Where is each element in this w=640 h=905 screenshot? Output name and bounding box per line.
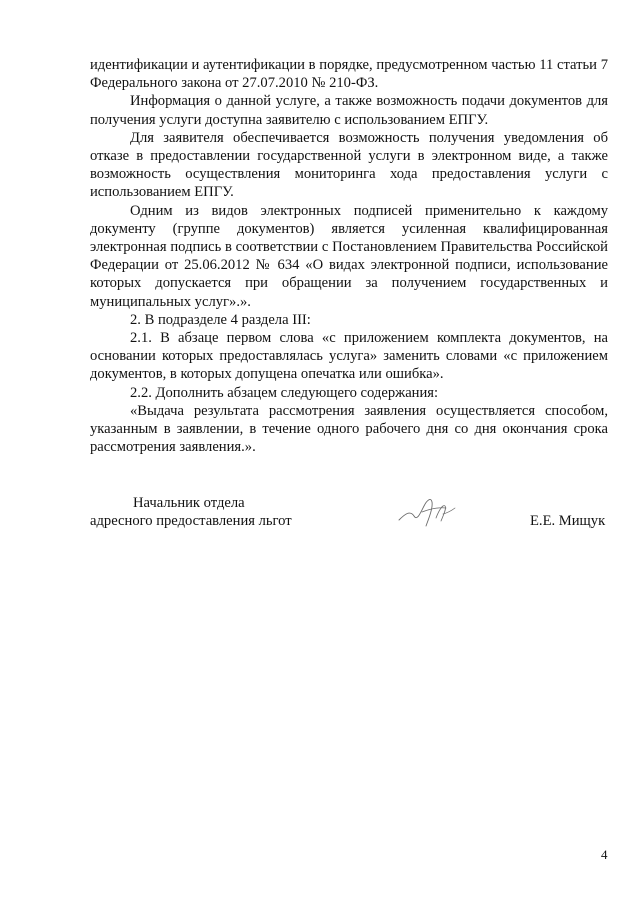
paragraph-subsection-4: 2. В подразделе 4 раздела III: (130, 311, 311, 328)
paragraph-refusal-notice: Для заявителя обеспечивается возможность получения уведомления об отказе в предоставлении государственной услуги в электронном виде, а также возможность осуществления мониторинга хода предоставления услуги с использованием ЕПГУ. (90, 129, 608, 201)
signatory-name: Е.Е. Мищук (530, 513, 606, 529)
document-body (90, 56, 608, 456)
paragraph-item-2-2: 2.2. Дополнить абзацем следующего содержания: (130, 384, 439, 401)
signatory-title-line-2: адресного предоставления льгот (90, 513, 292, 529)
paragraph-result-delivery: «Выдача результата рассмотрения заявления осуществляется способом, указанным в заявлении, в течение одного рабочего дня со дня окончания срока рассмотрения заявления.». (90, 402, 608, 456)
page-number: 4 (601, 847, 608, 862)
signatory-title-line-1: Начальник отдела (133, 495, 245, 511)
paragraph-identification: идентификации и аутентификации в порядке, предусмотренном частью 11 статьи 7 Федерального закона от 27.07.2010 № 210-ФЗ. (90, 57, 608, 92)
paragraph-service-info: Информация о данной услуге, а также возможность подачи документов для получения услуги доступна заявителю с использованием ЕПГУ. (90, 93, 608, 128)
handwritten-signature (396, 494, 460, 530)
paragraph-item-2-1: 2.1. В абзаце первом слова «с приложением комплекта документов, на основании которых предоставлялась услуга» заменить словами «с приложением документов, в которых допущена опечатка или ошибка». (90, 330, 608, 383)
paragraph-electronic-signature: Одним из видов электронных подписей применительно к каждому документу (группе документов) является усиленная квалифицированная электронная подпись в соответствии с Постановлением Правительства Российской Федерации от 25.06.2012 № 634 «О видах электронной подписи, использование которых допускается при обращении за получением государственных и муниципальных услуг».». (90, 202, 608, 310)
